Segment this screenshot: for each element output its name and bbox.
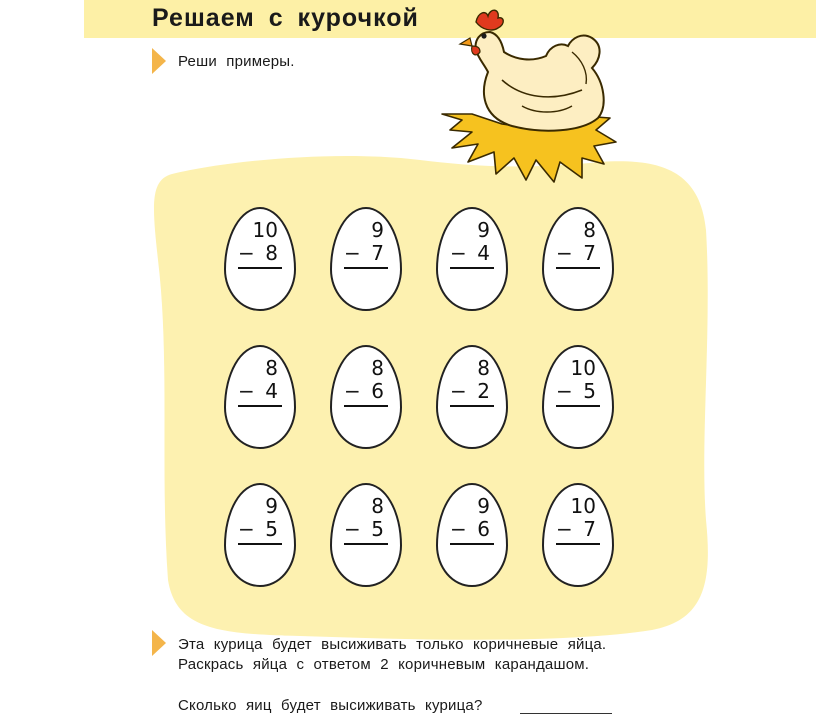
answer-line	[556, 543, 600, 545]
answer-line	[556, 405, 600, 407]
minuend: 9	[477, 494, 490, 518]
subtrahend: 5	[371, 517, 384, 541]
minuend: 9	[477, 218, 490, 242]
task1-instruction: Реши примеры.	[178, 53, 295, 70]
minus-sign: −	[344, 517, 361, 541]
subtrahend: 5	[265, 517, 278, 541]
task2-line2: Раскрась яйца с ответом 2 коричневым карандашом.	[178, 656, 590, 673]
answer-line	[450, 267, 494, 269]
subtrahend: 4	[477, 241, 490, 265]
answer-blank[interactable]	[520, 713, 612, 714]
minus-sign: −	[450, 517, 467, 541]
subtrahend: 7	[371, 241, 384, 265]
minus-sign: −	[556, 379, 573, 403]
minus-sign: −	[556, 241, 573, 265]
answer-line	[344, 405, 388, 407]
minus-sign: −	[344, 241, 361, 265]
subtrahend: 2	[477, 379, 490, 403]
minus-sign: −	[450, 241, 467, 265]
task2-question: Сколько яиц будет высиживать курица?	[178, 697, 483, 714]
minus-sign: −	[238, 517, 255, 541]
page-title: Решаем с курочкой	[152, 4, 419, 32]
minuend: 8	[265, 356, 278, 380]
subtrahend: 5	[583, 379, 596, 403]
subtrahend: 8	[265, 241, 278, 265]
minuend: 8	[477, 356, 490, 380]
minuend: 8	[371, 494, 384, 518]
answer-line	[238, 267, 282, 269]
answer-line	[344, 543, 388, 545]
subtrahend: 6	[371, 379, 384, 403]
subtrahend: 7	[583, 241, 596, 265]
minus-sign: −	[556, 517, 573, 541]
minuend: 10	[252, 218, 278, 242]
answer-line	[238, 405, 282, 407]
minus-sign: −	[344, 379, 361, 403]
hen-on-nest-illustration	[432, 2, 622, 192]
minuend: 9	[265, 494, 278, 518]
subtrahend: 6	[477, 517, 490, 541]
answer-line	[450, 405, 494, 407]
minuend: 10	[570, 494, 596, 518]
task2-line1: Эта курица будет высиживать только коричневые яйца.	[178, 636, 607, 653]
answer-line	[238, 543, 282, 545]
bullet-arrow-icon	[152, 630, 166, 656]
subtrahend: 4	[265, 379, 278, 403]
minus-sign: −	[238, 379, 255, 403]
answer-line	[556, 267, 600, 269]
minus-sign: −	[450, 379, 467, 403]
subtrahend: 7	[583, 517, 596, 541]
minuend: 8	[371, 356, 384, 380]
minuend: 9	[371, 218, 384, 242]
minus-sign: −	[238, 241, 255, 265]
minuend: 10	[570, 356, 596, 380]
answer-line	[344, 267, 388, 269]
minuend: 8	[583, 218, 596, 242]
answer-line	[450, 543, 494, 545]
